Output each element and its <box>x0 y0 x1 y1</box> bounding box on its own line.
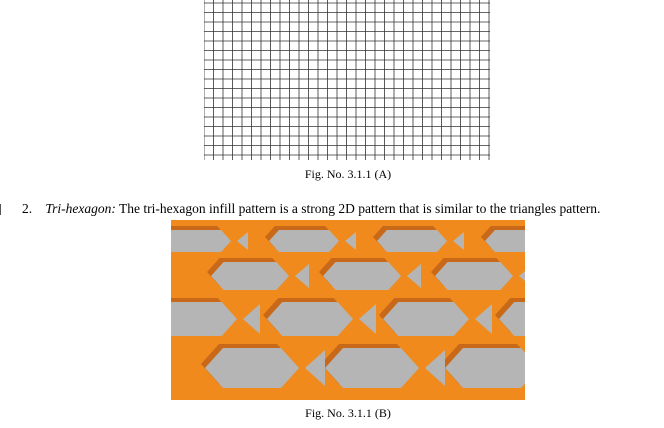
hex-cell <box>267 302 353 336</box>
list-item-tri-hexagon <box>22 201 600 217</box>
hex-cell <box>435 262 513 290</box>
figure-b-caption: Fig. No. 3.1.1 (B) <box>305 406 391 420</box>
hex-cell <box>325 348 419 388</box>
list-description: The tri-hexagon infill pattern is a strong 2D pattern that is similar to the triangles pattern. <box>119 201 601 216</box>
grid-infill-figure <box>204 0 490 160</box>
list-number: 2. <box>22 201 33 216</box>
list-term: Tri-hexagon: <box>45 201 116 216</box>
hex-cell <box>377 230 447 252</box>
figure-a-caption: Fig. No. 3.1.1 (A) <box>304 167 392 181</box>
hex-cell <box>211 262 289 290</box>
hex-cell <box>171 230 231 252</box>
tri-hexagon-infill-image <box>171 220 525 400</box>
hex-cell <box>205 348 299 388</box>
margin-marker <box>0 204 1 215</box>
hex-cell <box>383 302 469 336</box>
hex-cell <box>269 230 339 252</box>
hex-cell <box>323 262 401 290</box>
